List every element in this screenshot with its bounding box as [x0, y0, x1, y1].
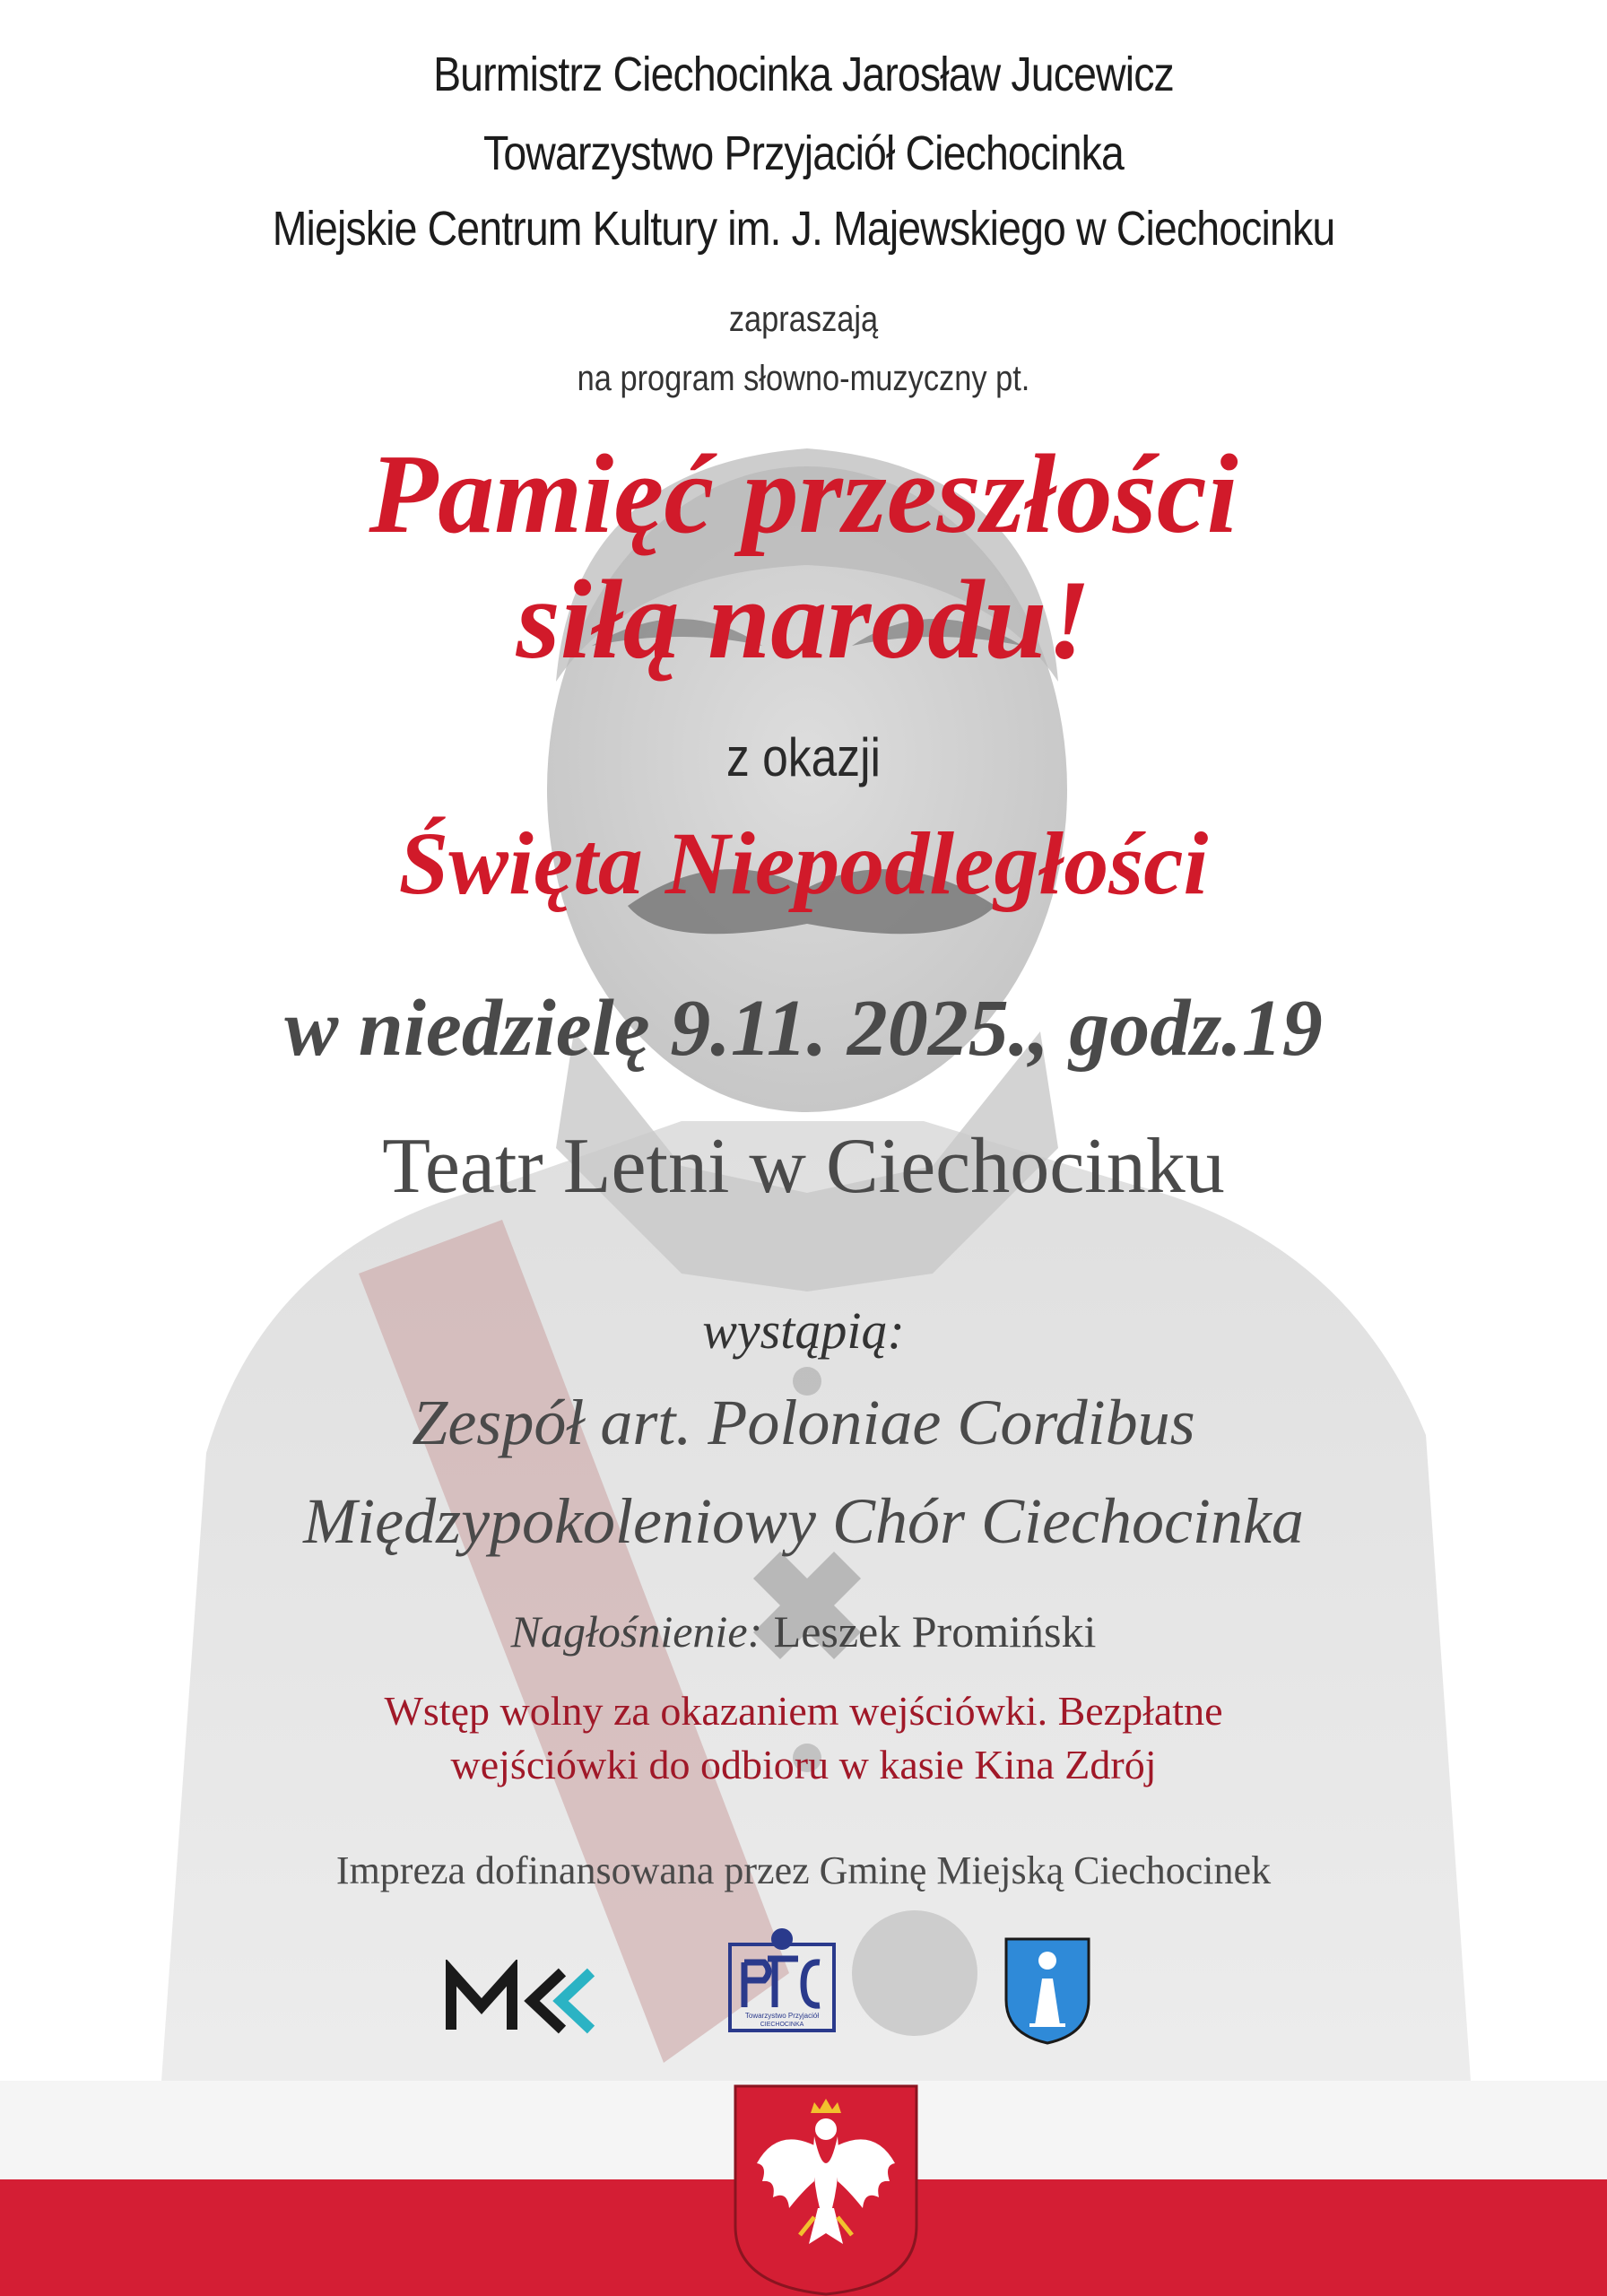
event-venue: Teatr Letni w Ciechocinku [382, 1123, 1225, 1210]
organizer-culture-center: Miejskie Centrum Kultury im. J. Majewskiego w Ciechocinku [272, 202, 1335, 256]
performer-ensemble: Zespół art. Poloniae Cordibus [412, 1387, 1195, 1458]
organizer-society: Towarzystwo Przyjaciół Ciechocinka [482, 126, 1125, 180]
funding-note: Impreza dofinansowana przez Gminę Miejską Ciechocinek [335, 1848, 1272, 1892]
ciechocinek-coat-of-arms [1003, 1935, 1092, 2045]
program-intro: na program słowno-muzyczny pt. [577, 359, 1030, 398]
invite-text: zapraszają [728, 300, 879, 339]
event-date: w niedzielę 9.11. 2025., godz.19 [284, 984, 1323, 1073]
tpc-logo [728, 1926, 836, 2032]
performers-label: wystąpią: [702, 1301, 905, 1360]
tpc-caption-2: CIECHOCINKA [760, 2022, 804, 2028]
event-title-line1: Pamięć przeszłości [369, 432, 1238, 557]
occasion-prefix: z okazji [725, 727, 882, 787]
performer-choir: Międzypokoleniowy Chór Ciechocinka [303, 1485, 1304, 1557]
mck-logo [444, 1960, 601, 2040]
sound-label: Nagłośnienie: [510, 1606, 763, 1657]
entry-info-line2: wejściówki do odbioru w kasie Kina Zdrój [450, 1742, 1157, 1787]
tpc-caption-1: Towarzystwo Przyjaciół [744, 2012, 820, 2020]
entry-info-line1: Wstęp wolny za okazaniem wejściówki. Bezpłatne [384, 1688, 1223, 1734]
sound-credit [0, 1605, 1607, 1657]
organizer-mayor: Burmistrz Ciechocinka Jarosław Jucewicz [433, 48, 1174, 101]
occasion-name: Święta Niepodległości [398, 813, 1209, 913]
sound-engineer: Leszek Promiński [762, 1606, 1097, 1657]
mck-logo-text: MCK [444, 1960, 447, 1961]
polish-eagle-emblem [732, 2083, 920, 2296]
event-title-line2: siłą narodu! [516, 558, 1091, 683]
